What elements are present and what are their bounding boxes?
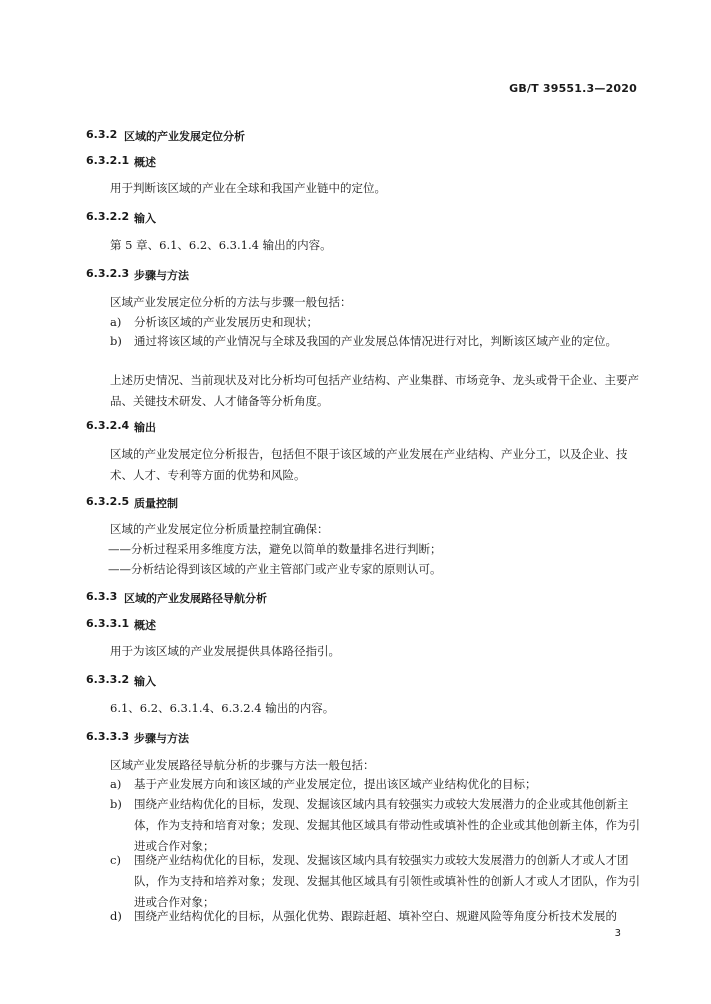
list-text: 通过将该区域的产业情况与全球及我国的产业发展总体情况进行对比，判断该区域产业的定位。: [134, 334, 617, 348]
heading-title: 质量控制: [134, 497, 178, 510]
heading-number: 6.3.2.5: [86, 495, 130, 508]
list-marker: b): [110, 797, 122, 811]
heading-title: 输入: [134, 212, 156, 225]
heading-title: 步骤与方法: [134, 269, 189, 282]
paragraph: 第 5 章、6.1、6.2、6.3.1.4 输出的内容。: [110, 238, 332, 252]
heading-title: 输入: [134, 675, 156, 688]
paragraph: 区域的产业发展定位分析报告，包括但不限于该区域的产业发展在产业结构、产业分工，以及企业、技术、人才、专利等方面的优势和风险。: [110, 447, 628, 482]
list-marker: a): [110, 777, 122, 791]
list-text: 围绕产业结构优化的目标，从强化优势、跟踪赶超、填补空白、规避风险等角度分析技术发展的: [134, 909, 617, 923]
paragraph: 用于判断该区域的产业在全球和我国产业链中的定位。: [110, 181, 386, 195]
list-marker: c): [110, 853, 121, 867]
page-number: 3: [614, 928, 621, 939]
paragraph: 用于为该区域的产业发展提供具体路径指引。: [110, 644, 340, 658]
list-text: 分析该区域的产业发展历史和现状；: [134, 315, 318, 329]
heading-number: 6.3.3.3: [86, 730, 130, 743]
list-text: 围绕产业结构优化的目标，发现、发掘该区域内具有较强实力或较大发展潜力的企业或其他创新主体，作为支持和培育对象；发现、发掘其他区域具有带动性或填补性的企业或其他创新主体，作为引进或合作对象；: [134, 797, 640, 853]
heading-number: 6.3.2.1: [86, 154, 130, 167]
standard-number: GB/T 39551.3—2020: [509, 82, 637, 95]
heading-number: 6.3.3.2: [86, 673, 130, 686]
paragraph: 上述历史情况、当前现状及对比分析均可包括产业结构、产业集群、市场竞争、龙头或骨干企业、主要产品、关键技术研发、人才储备等分析角度。: [110, 373, 639, 408]
heading-title: 区域的产业发展定位分析: [124, 130, 245, 143]
dash-list-item: ——分析结论得到该区域的产业主管部门或产业专家的原则认可。: [108, 562, 442, 576]
list-marker: b): [110, 334, 122, 348]
heading-title: 步骤与方法: [134, 732, 189, 745]
dash-list-item: ——分析过程采用多维度方法，避免以简单的数量排名进行判断；: [108, 542, 442, 556]
list-marker: d): [110, 909, 122, 923]
heading-number: 6.3.3: [86, 590, 118, 603]
heading-number: 6.3.2.2: [86, 210, 130, 223]
paragraph: 区域产业发展路径导航分析的步骤与方法一般包括：: [110, 758, 375, 772]
paragraph: 区域产业发展定位分析的方法与步骤一般包括：: [110, 295, 352, 309]
heading-number: 6.3.3.1: [86, 617, 130, 630]
heading-number: 6.3.2.4: [86, 419, 130, 432]
list-text: 基于产业发展方向和该区域的产业发展定位，提出该区域产业结构优化的目标；: [134, 777, 537, 791]
heading-number: 6.3.2: [86, 128, 118, 141]
heading-title: 概述: [134, 619, 156, 632]
heading-title: 输出: [134, 421, 156, 434]
paragraph: 6.1、6.2、6.3.1.4、6.3.2.4 输出的内容。: [110, 701, 335, 715]
heading-number: 6.3.2.3: [86, 267, 130, 280]
list-text: 围绕产业结构优化的目标，发现、发掘该区域内具有较强实力或较大发展潜力的创新人才或人才团队，作为支持和培养对象；发现、发掘其他区域具有引领性或填补性的创新人才或人才团队，作为引进或合作对象；: [134, 853, 640, 909]
heading-title: 概述: [134, 156, 156, 169]
heading-title: 区域的产业发展路径导航分析: [124, 592, 267, 605]
paragraph: 区域的产业发展定位分析质量控制宜确保：: [110, 522, 329, 536]
list-marker: a): [110, 315, 122, 329]
